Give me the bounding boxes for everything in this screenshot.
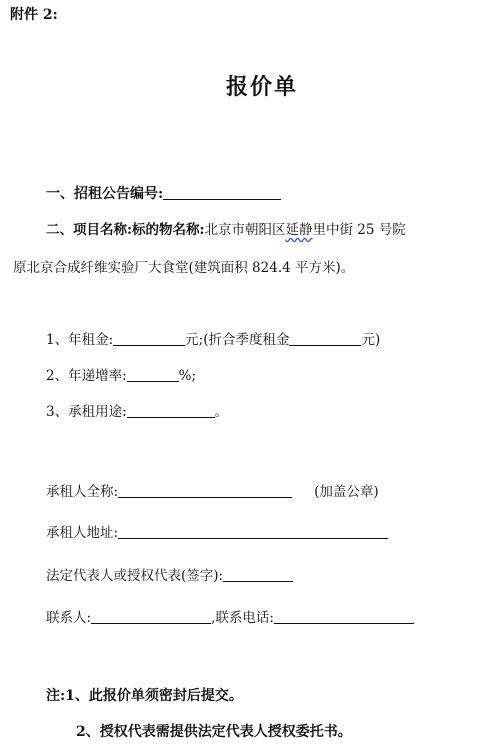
increase-rate-label: 2、年递增率: (46, 368, 127, 384)
announcement-number-label: 一、招租公告编号: (46, 186, 164, 202)
rental-use-blank (127, 403, 215, 418)
annual-rent-row (46, 328, 380, 348)
lessee-address-blank (118, 524, 388, 539)
representative-blank (223, 567, 293, 582)
annual-rent-blank (113, 331, 185, 346)
note-1: 注:1、此报价单须密封后提交。 (46, 688, 243, 704)
project-address-pre: 北京市朝阳区 (204, 222, 286, 238)
increase-rate-unit: %; (178, 368, 197, 384)
contact-blank (91, 609, 211, 624)
quarterly-rent-unit: 元) (361, 332, 381, 348)
annual-rent-label: 1、年租金: (46, 332, 114, 348)
seal-note: (加盖公章) (314, 484, 379, 500)
rental-use-label: 3、承租用途: (46, 404, 127, 420)
lessee-name-label: 承租人全称: (46, 484, 119, 500)
rental-use-row (46, 400, 228, 420)
phone-label: ,联系电话: (211, 610, 274, 626)
lessee-name-row (46, 480, 379, 500)
quarterly-rent-blank (289, 331, 361, 346)
increase-rate-row (46, 364, 196, 384)
project-name-label: 二、项目名称:标的物名称: (46, 222, 205, 238)
increase-rate-blank (127, 367, 179, 382)
representative-row (46, 564, 293, 584)
announcement-number-row (46, 183, 281, 203)
lessee-address-label: 承租人地址: (46, 525, 119, 541)
lessee-address-row (46, 521, 388, 541)
lessee-name-blank (118, 483, 292, 498)
rental-use-end: 。 (214, 404, 229, 420)
attachment-label: 附件 2: (10, 7, 58, 23)
project-name-row (46, 218, 406, 238)
representative-label: 法定代表人或授权代表(签字): (46, 568, 224, 584)
annual-rent-unit: 元;(折合季度租金 (185, 332, 290, 348)
phone-blank (274, 609, 414, 624)
contact-label: 联系人: (46, 610, 92, 626)
project-address-wavy: 延静 (285, 222, 313, 238)
announcement-number-blank (163, 185, 281, 200)
note-2: 2、授权代表需提供法定代表人授权委托书。 (76, 724, 352, 740)
document-title: 报价单 (226, 74, 299, 100)
contact-row (46, 606, 414, 626)
project-name-line2: 原北京合成纤维实验厂大食堂(建筑面积 824.4 平方米)。 (13, 260, 355, 276)
project-address-post: 里中街 25 号院 (312, 222, 406, 238)
